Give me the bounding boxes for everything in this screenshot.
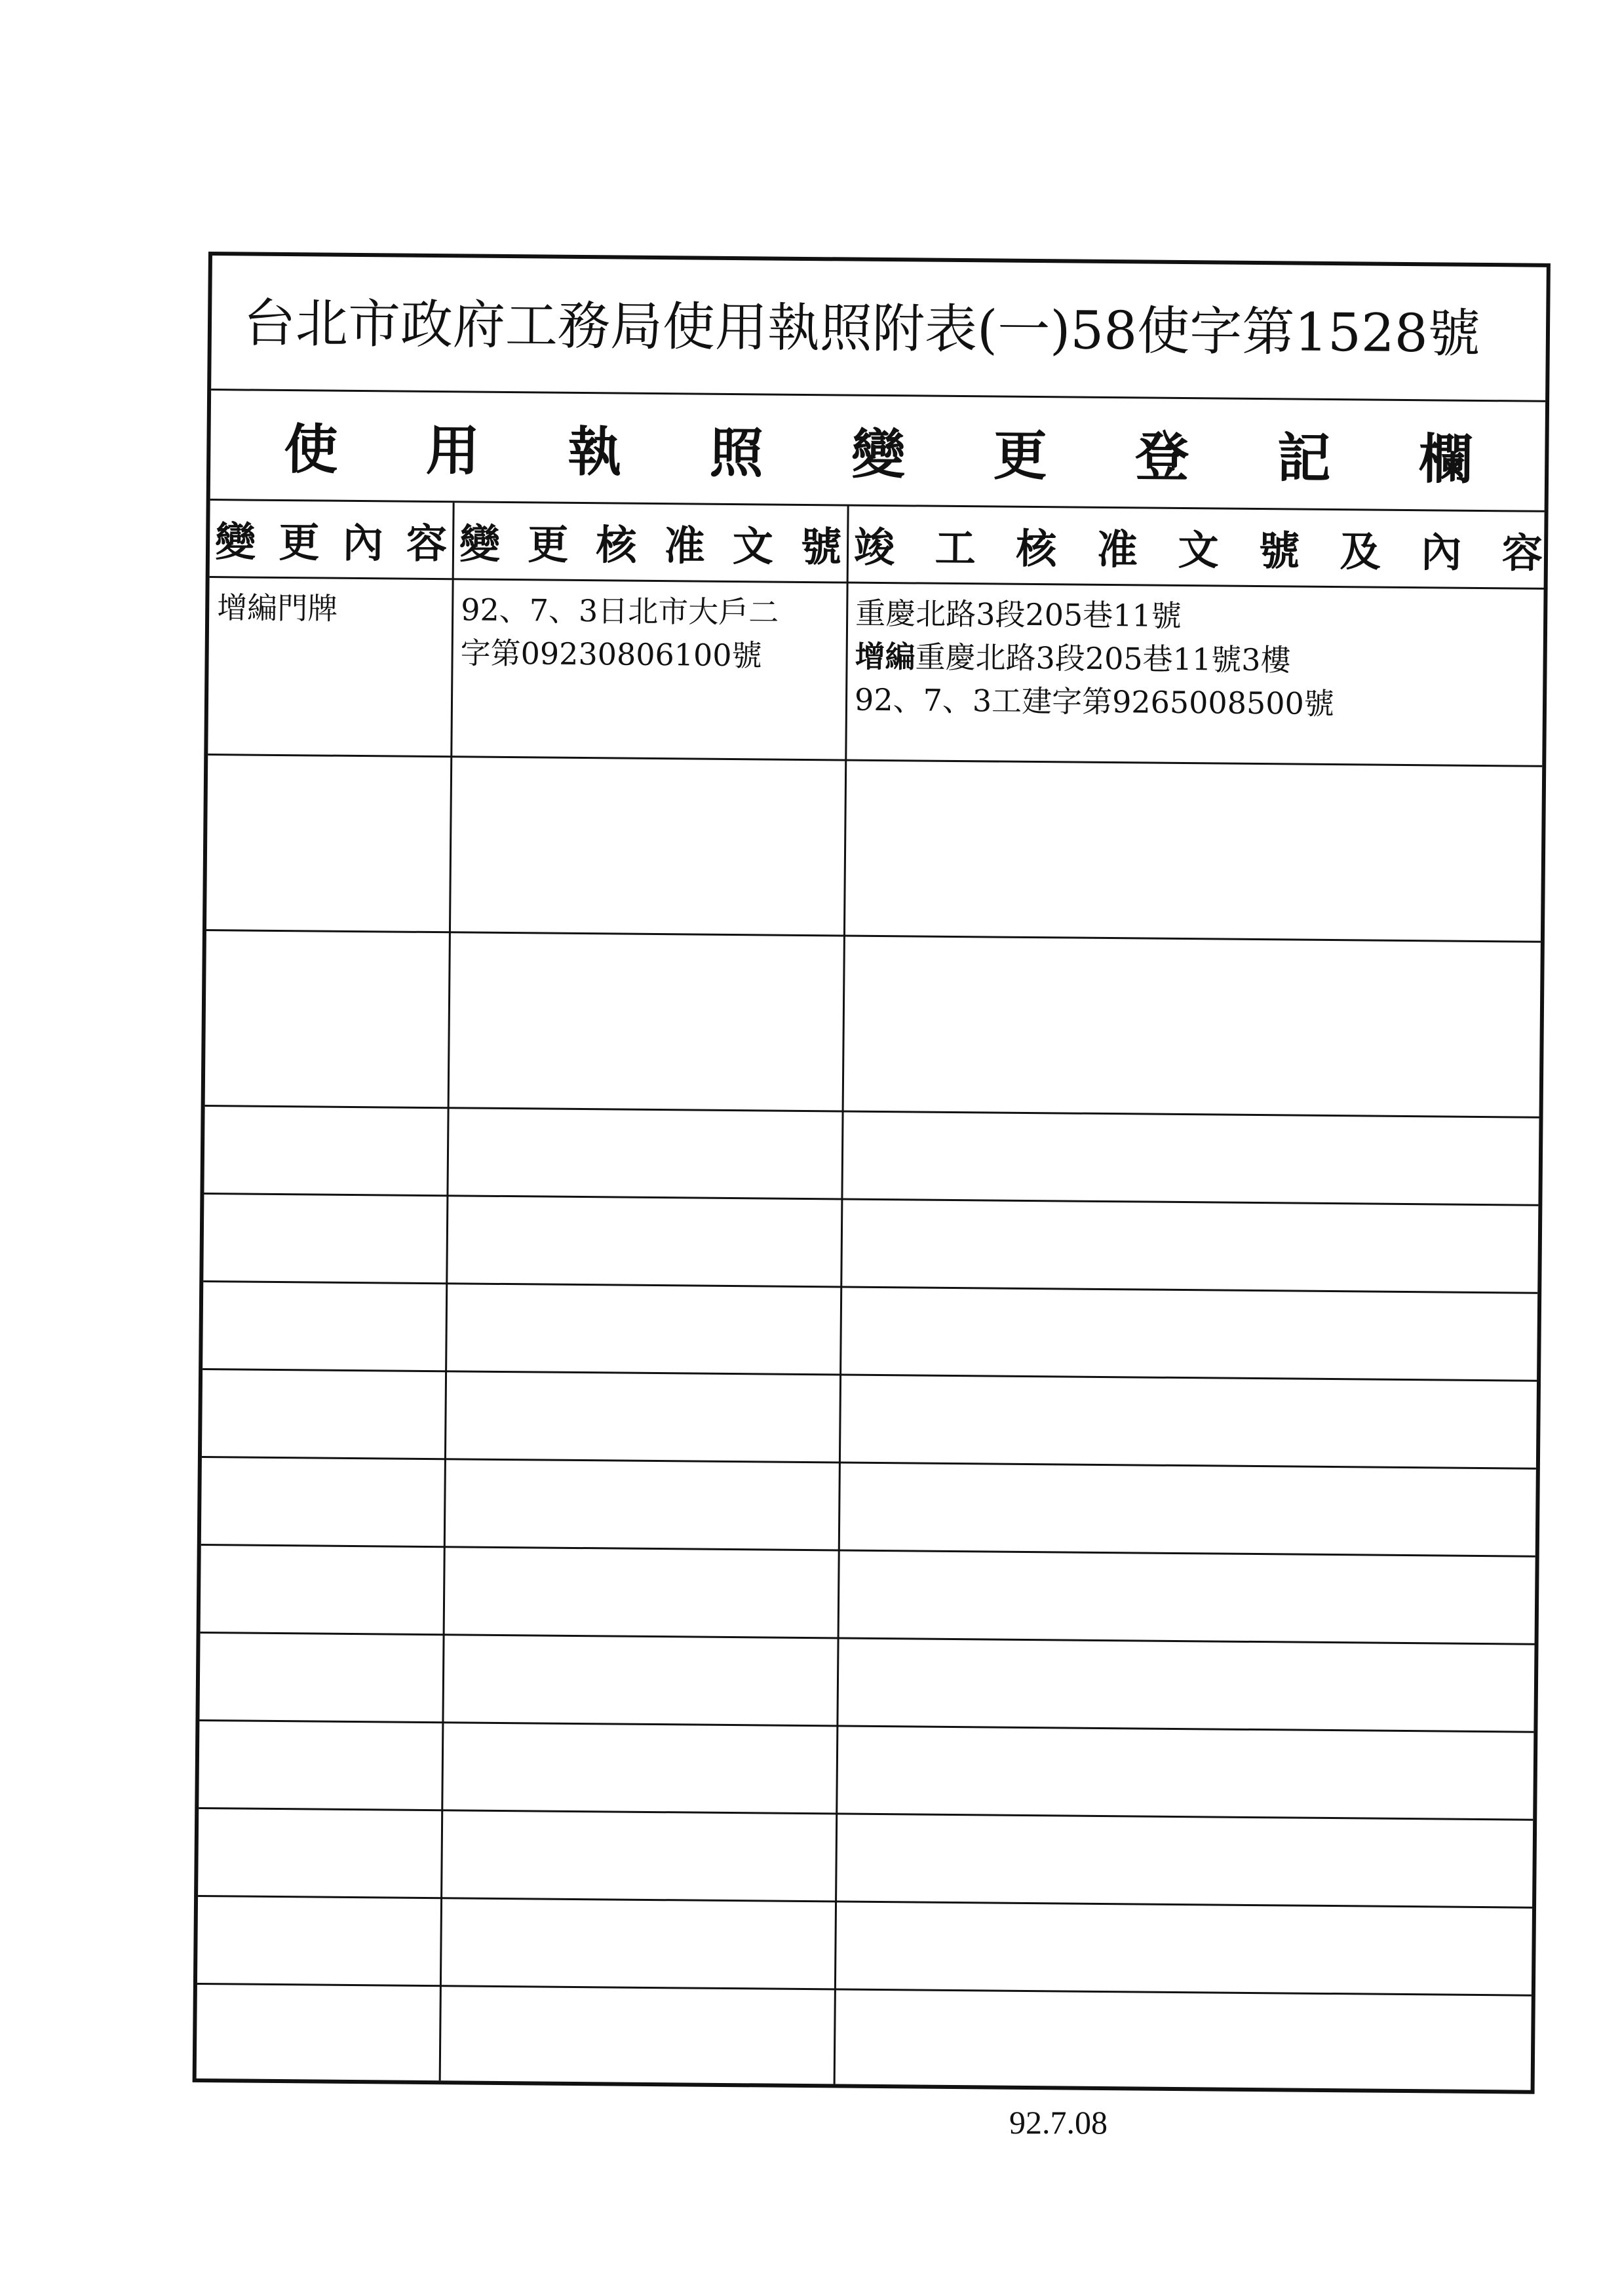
approval-line: 92、7、3日北市大戶二: [461, 592, 779, 630]
header-approval-number: [452, 503, 847, 583]
header-char: 內: [342, 518, 384, 567]
subtitle-char: 欄: [1418, 428, 1473, 491]
row-divider: [208, 754, 1542, 767]
row-divider: [206, 929, 1541, 943]
completion-line: 92、7、3工建字第9265008500號: [854, 681, 1335, 722]
header-char: 內: [1421, 528, 1462, 577]
header-char: 變: [459, 520, 501, 568]
header-char: 文: [732, 522, 774, 571]
row-divider: [197, 1983, 1532, 1997]
header-char: 准: [1096, 525, 1138, 574]
completion-line: [855, 635, 1334, 682]
registration-form: [193, 252, 1551, 2094]
row-divider: [199, 1719, 1533, 1733]
subtitle-char: 執: [567, 420, 622, 484]
row-divider: [205, 1105, 1539, 1119]
row-divider: [199, 1807, 1533, 1821]
header-char: 核: [1015, 524, 1057, 573]
header-char: 核: [596, 521, 637, 569]
subtitle-char: 使: [283, 418, 338, 482]
header-char: 號: [1258, 527, 1300, 575]
header-char: 變: [214, 518, 256, 566]
header-char: 工: [935, 524, 976, 573]
header-char: 竣: [853, 523, 895, 572]
footer-date: 92.7.08: [1009, 2104, 1108, 2141]
form-subtitle: [210, 391, 1545, 512]
subtitle-char: 用: [425, 419, 480, 483]
header-char: 及: [1340, 527, 1381, 576]
header-char: 更: [279, 518, 320, 567]
header-char: 更: [527, 520, 569, 569]
row-divider: [202, 1456, 1536, 1470]
row-divider: [198, 1895, 1532, 1909]
row-divider: [204, 1193, 1538, 1206]
subtitle-char: 記: [1277, 427, 1332, 490]
header-char: 文: [1178, 526, 1219, 575]
completion-line: 重慶北路3段205巷11號: [855, 595, 1182, 634]
row1-change-content: 增編門牌: [217, 590, 338, 626]
completion-text: 重慶北路3段205巷11號3樓: [915, 639, 1291, 678]
header-char: 容: [406, 519, 448, 568]
approval-line: 字第09230806100號: [460, 635, 762, 674]
row-divider: [201, 1632, 1535, 1645]
column-divider: [439, 580, 454, 2080]
header-change-content: [210, 501, 453, 580]
header-char: 容: [1501, 529, 1543, 577]
header-char: 號: [800, 522, 842, 571]
row-divider: [202, 1368, 1537, 1382]
subtitle-char: 登: [1134, 425, 1189, 489]
row-divider: [203, 1280, 1537, 1294]
subtitle-char: 變: [851, 423, 906, 487]
subtitle-char: 照: [709, 421, 764, 486]
subtitle-char: 更: [993, 424, 1048, 488]
header-completion-number: [847, 507, 1549, 590]
row1-approval-number: [460, 588, 779, 677]
added-label: 增編: [855, 638, 916, 675]
row-divider: [201, 1544, 1535, 1558]
header-char: 准: [664, 522, 706, 570]
row1-completion-content: [855, 592, 1335, 725]
column-divider: [834, 584, 849, 2084]
form-title: 台北市政府工務局使用執照附表(一)58使字第1528號: [211, 256, 1547, 402]
